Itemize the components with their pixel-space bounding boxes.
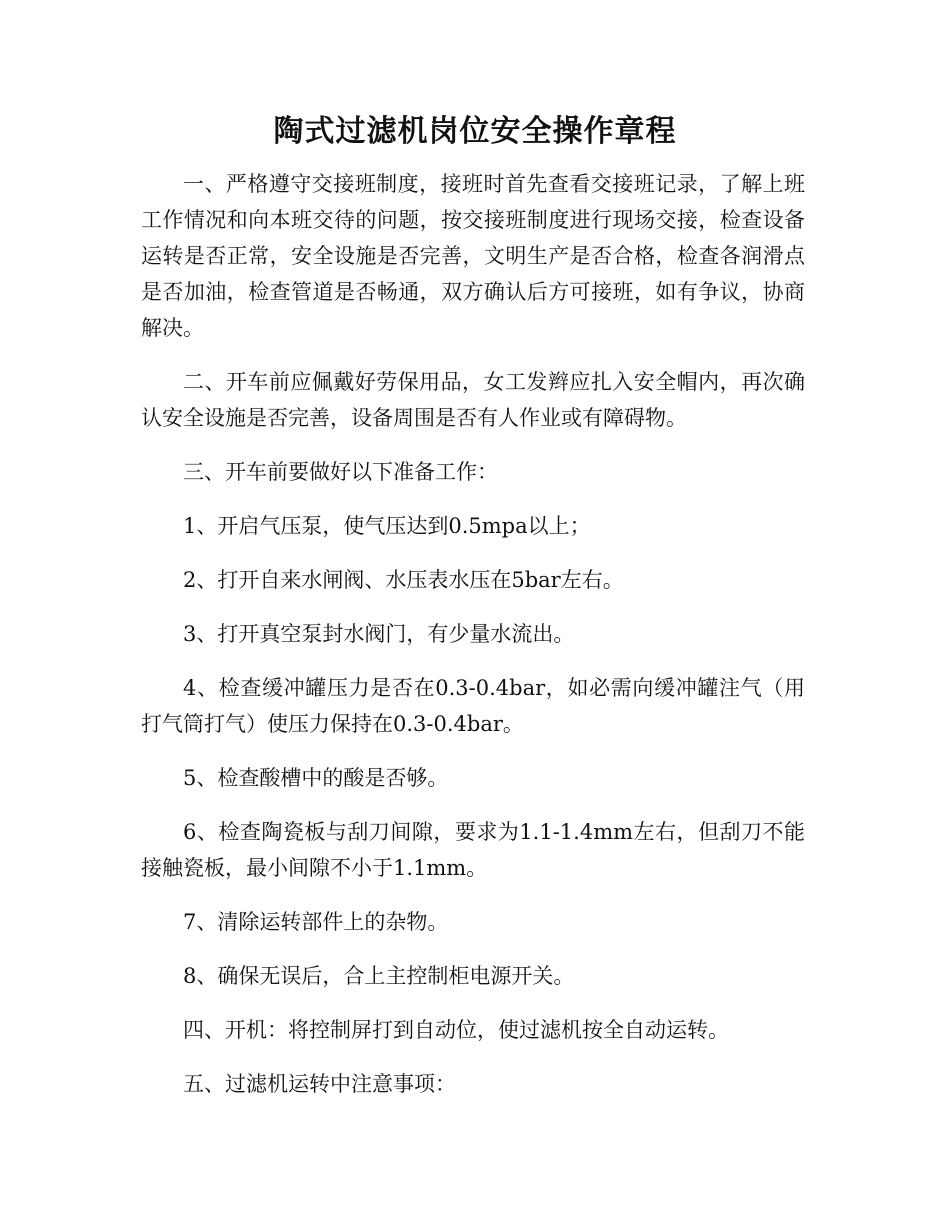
paragraph-5: 五、过滤机运转中注意事项： bbox=[183, 1072, 456, 1096]
document-title: 陶式过滤机岗位安全操作章程 bbox=[273, 114, 677, 149]
document-body bbox=[141, 166, 805, 1120]
list-item-2: 2、打开自来水闸阀、水压表水压在5bar左右。 bbox=[183, 568, 624, 592]
list-item-1: 1、开启气压泵，使气压达到0.5mpa以上； bbox=[183, 514, 591, 538]
list-item-4: 4、检查缓冲罐压力是否在0.3-0.4bar，如必需向缓冲罐注气（用打气筒打气）使压力保持在0.3-0.4bar。 bbox=[141, 676, 805, 736]
paragraph-1: 一、严格遵守交接班制度，接班时首先查看交接班记录，了解上班工作情况和向本班交待的问题，按交接班制度进行现场交接，检查设备运转是否正常，安全设施是否完善，文明生产是否合格，检查各润滑点是否加油，检查管道是否畅通，双方确认后方可接班，如有争议，协商解决。 bbox=[141, 172, 805, 340]
list-item-5: 5、检查酸槽中的酸是否够。 bbox=[183, 766, 449, 790]
list-item-6: 6、检查陶瓷板与刮刀间隙，要求为1.1-1.4mm左右，但刮刀不能接触瓷板，最小间隙不小于1.1mm。 bbox=[141, 820, 805, 880]
paragraph-2: 二、开车前应佩戴好劳保用品，女工发辫应扎入安全帽内，再次确认安全设施是否完善，设备周围是否有人作业或有障碍物。 bbox=[141, 370, 805, 430]
paragraph-3: 三、开车前要做好以下准备工作： bbox=[183, 460, 498, 484]
list-item-8: 8、确保无误后，合上主控制柜电源开关。 bbox=[183, 964, 575, 988]
paragraph-4: 四、开机：将控制屏打到自动位，使过滤机按全自动运转。 bbox=[183, 1018, 729, 1042]
list-item-3: 3、打开真空泵封水阀门，有少量水流出。 bbox=[183, 622, 575, 646]
list-item-7: 7、清除运转部件上的杂物。 bbox=[183, 910, 449, 934]
